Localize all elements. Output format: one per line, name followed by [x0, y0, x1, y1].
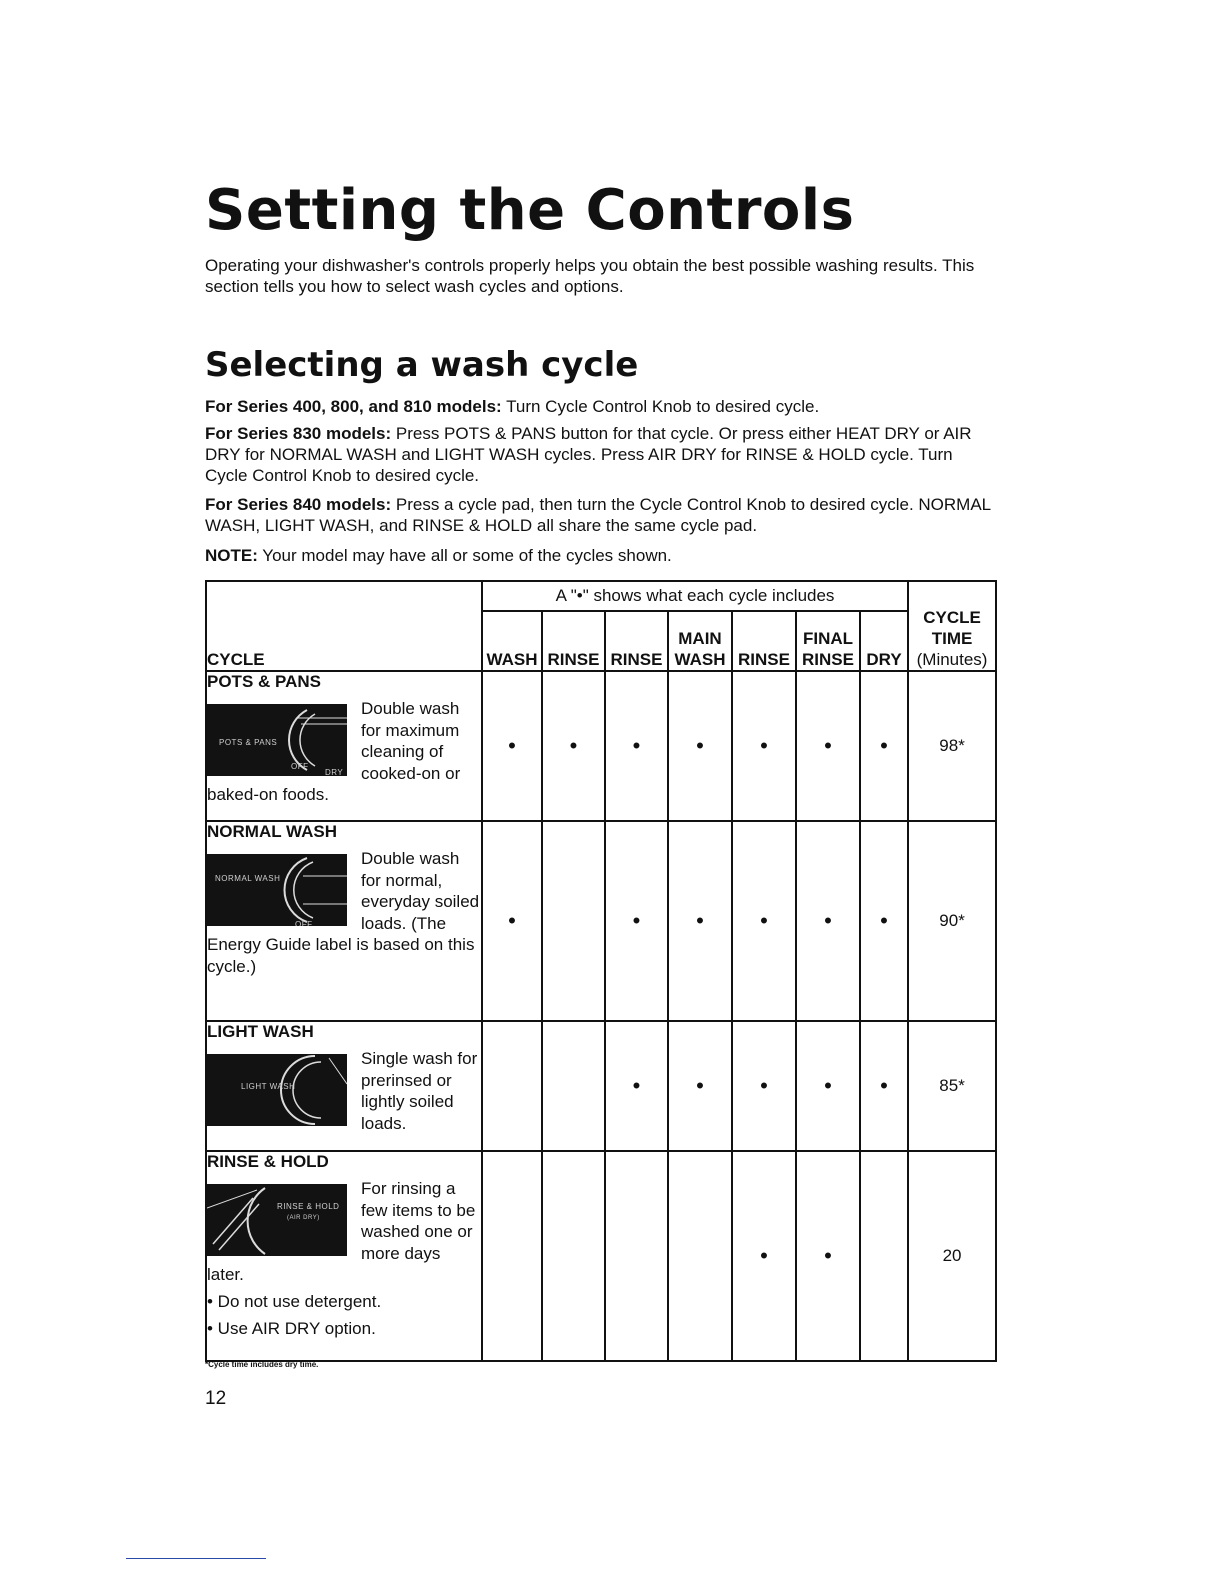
mark-cell: •	[732, 1021, 796, 1151]
mark-cell: •	[860, 1021, 908, 1151]
column-header-line1	[733, 628, 795, 649]
cycle-column-header: CYCLE	[206, 581, 482, 671]
mark-cell	[482, 1151, 542, 1361]
cycle-table	[205, 580, 997, 1362]
mark-cell: •	[605, 821, 668, 1021]
column-header-line2: WASH	[674, 650, 726, 669]
table-legend: A "•" shows what each cycle includes	[482, 581, 908, 611]
mark-cell: •	[542, 671, 605, 821]
instruction-text: Press POTS & PANS button for that cycle. Or press either HEAT DRY or AIR DRY for NORMAL WASH and LIGHT WASH cycles. Press AIR DRY for RINSE & HOLD cycle. Turn Cycle Control Knob to desired cycle.	[205, 424, 972, 485]
cycle-time: 20	[908, 1151, 996, 1361]
rinse-hold-note: • Do not use detergent.	[207, 1291, 382, 1311]
column-header	[732, 611, 796, 671]
mark-cell	[542, 1021, 605, 1151]
table-row	[206, 821, 996, 1021]
column-header-line2: RINSE	[610, 650, 663, 669]
rinse-hold-note: • Use AIR DRY option.	[207, 1318, 376, 1338]
cycle-cell-normal-wash	[206, 821, 482, 1021]
mark-cell: •	[796, 671, 860, 821]
note-lead: NOTE:	[205, 546, 258, 565]
instruction-text: Press a cycle pad, then turn the Cycle Control Knob to desired cycle. NORMAL WASH, LIGHT WASH, and RINSE & HOLD all share the same cycle pad.	[205, 495, 991, 535]
table-row	[206, 1151, 996, 1361]
knob-image	[207, 854, 347, 926]
column-header	[796, 611, 860, 671]
column-header-line2: RINSE	[802, 650, 854, 669]
column-header-line1: MAIN	[678, 629, 722, 648]
instruction-lead: For Series 400, 800, and 810 models:	[205, 397, 502, 416]
section-title: Selecting a wash cycle	[205, 345, 639, 385]
knob-label: DRY	[325, 768, 344, 776]
bottom-rule	[126, 1558, 266, 1559]
instruction-series-830	[205, 423, 995, 486]
instruction-series-400	[205, 396, 995, 417]
mark-cell: •	[605, 671, 668, 821]
mark-cell	[860, 1151, 908, 1361]
table-row	[206, 1021, 996, 1151]
cycle-name: RINSE & HOLD	[207, 1152, 329, 1171]
mark-cell: •	[668, 671, 732, 821]
mark-cell	[482, 1021, 542, 1151]
mark-cell: •	[796, 821, 860, 1021]
column-header	[605, 611, 668, 671]
cycle-time: 98*	[908, 671, 996, 821]
mark-cell: •	[482, 821, 542, 1021]
cycle-description: For rinsing a few items to be washed one or more days later.	[207, 1179, 476, 1284]
cycle-cell-rinse-hold	[206, 1151, 482, 1361]
instruction-lead: For Series 840 models:	[205, 495, 392, 514]
mark-cell	[542, 821, 605, 1021]
mark-cell	[668, 1151, 732, 1361]
mark-cell: •	[860, 821, 908, 1021]
cycle-name: NORMAL WASH	[207, 822, 338, 841]
page-number: 12	[205, 1388, 227, 1409]
cycle-description: Single wash for prerinsed or lightly soiled loads.	[361, 1049, 478, 1133]
mark-cell: •	[796, 1151, 860, 1361]
cycle-time-header	[908, 581, 996, 671]
mark-cell: •	[732, 1151, 796, 1361]
knob-label: POTS & PANS	[219, 738, 278, 747]
mark-cell: •	[668, 1021, 732, 1151]
column-header	[542, 611, 605, 671]
knob-image	[207, 1184, 347, 1256]
knob-label: RINSE & HOLD	[277, 1202, 340, 1211]
cycle-cell-light-wash	[206, 1021, 482, 1151]
cycle-time-header-line1: CYCLE	[923, 608, 981, 627]
knob-image	[207, 1054, 347, 1126]
cycle-time-header-line3: (Minutes)	[916, 650, 988, 669]
intro-paragraph: Operating your dishwasher's controls properly helps you obtain the best possible washing results. This section tells you how to select wash cycles and options.	[205, 256, 975, 296]
cycle-time-header-line2: TIME	[931, 629, 973, 648]
knob-label: (AIR DRY)	[287, 1215, 320, 1221]
column-header	[668, 611, 732, 671]
column-header	[482, 611, 542, 671]
instruction-series-840	[205, 494, 995, 536]
column-header-line1	[606, 628, 667, 649]
note-text: Your model may have all or some of the cycles shown.	[257, 546, 672, 565]
mark-cell: •	[732, 821, 796, 1021]
knob-label: LIGHT WASH	[241, 1082, 296, 1091]
cycle-cell-pots-pans	[206, 671, 482, 821]
mark-cell: •	[482, 671, 542, 821]
column-header-line2: RINSE	[547, 650, 600, 669]
knob-label: NORMAL WASH	[215, 874, 281, 883]
mark-cell	[605, 1151, 668, 1361]
column-header-line2: WASH	[486, 650, 538, 669]
page-title: Setting the Controls	[205, 178, 855, 243]
knob-label: OFF	[295, 920, 313, 926]
cycle-time: 85*	[908, 1021, 996, 1151]
knob-label: OFF	[291, 762, 309, 771]
cycle-description: Double wash for maximum cleaning of cooked-on or baked-on foods.	[207, 699, 461, 804]
column-header-line1	[543, 628, 604, 649]
mark-cell: •	[605, 1021, 668, 1151]
instruction-text: Turn Cycle Control Knob to desired cycle.	[501, 397, 820, 416]
column-header-line1	[483, 628, 541, 649]
mark-cell: •	[860, 671, 908, 821]
note	[205, 545, 995, 566]
column-header-line2: RINSE	[738, 650, 790, 669]
table-row	[206, 671, 996, 821]
column-header-line1: FINAL	[802, 629, 854, 648]
column-header-line2: DRY	[866, 650, 902, 669]
mark-cell: •	[732, 671, 796, 821]
mark-cell	[542, 1151, 605, 1361]
cycle-name: POTS & PANS	[207, 672, 321, 691]
cycle-time: 90*	[908, 821, 996, 1021]
cycle-name: LIGHT WASH	[207, 1022, 314, 1041]
instruction-lead: For Series 830 models:	[205, 424, 392, 443]
mark-cell: •	[796, 1021, 860, 1151]
column-header	[860, 611, 908, 671]
column-header-line1	[861, 628, 907, 649]
knob-image	[207, 704, 347, 776]
cycle-description: Double wash for normal, everyday soiled loads. (The Energy Guide label is based on this cycle.)	[207, 849, 480, 976]
footnote: *Cycle time includes dry time.	[205, 1360, 319, 1369]
mark-cell: •	[668, 821, 732, 1021]
